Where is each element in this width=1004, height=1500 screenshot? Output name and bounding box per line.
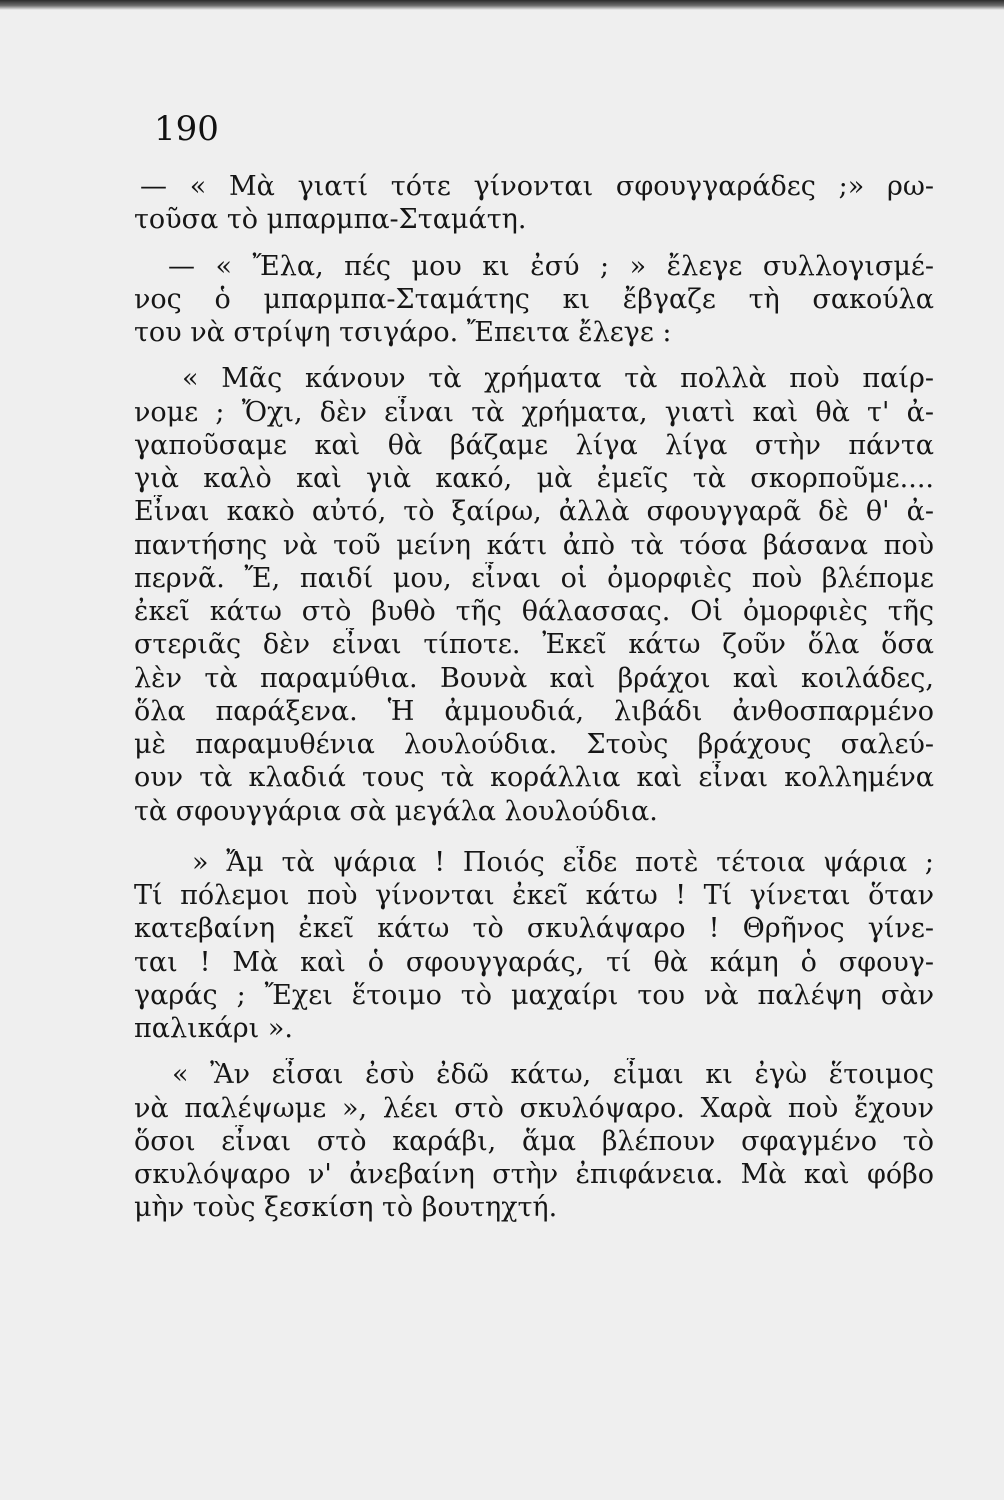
text-line: τὰ σφουγγάρια σὰ μεγάλα λουλούδια.: [134, 795, 658, 827]
text-line: του νὰ στρίψη τσιγάρο. Ἔπειτα ἔλεγε :: [134, 317, 672, 348]
text-line: παντήσης νὰ τοῦ μείνη κάτι ἀπὸ τὰ τόσα βάσανα ποὺ: [134, 529, 934, 561]
text-line: νομε ; Ὄχι, δὲν εἶναι τὰ χρήματα, γιατὶ καὶ θὰ τ' ἀ-: [134, 396, 934, 428]
text-line: Εἶναι κακὸ αὐτό, τὸ ξαίρω, ἀλλὰ σφουγγαρᾶ δὲ θ' ἀ-: [134, 496, 934, 528]
text-line: κατεβαίνη ἐκεῖ κάτω τὸ σκυλάψαρο ! Θρῆνος γίνε-: [134, 913, 934, 945]
text-line: » Ἄμ τὰ ψάρια ! Ποιός εἶδε ποτὲ τέτοια ψάρια ;: [192, 846, 934, 878]
text-line: — « Ἔλα, πές μου κι ἐσύ ; » ἔλεγε συλλογισμέ-: [168, 250, 934, 282]
text-line: « Μᾶς κάνουν τὰ χρήματα τὰ πολλὰ ποὺ παίρ-: [182, 363, 934, 395]
text-line: τοῦσα τὸ μπαρμπα-Σταμάτη.: [134, 204, 527, 236]
text-line: σκυλόψαρο ν' ἀνεβαίνη στὴν ἐπιφάνεια. Μὰ καὶ φόβο: [134, 1159, 934, 1190]
page-number: 190: [154, 109, 219, 149]
text-line: ἐκεῖ κάτω στὸ βυθὸ τῆς θάλασσας. Οἱ ὀμορφιὲς τῆς: [134, 596, 934, 627]
text-line: νος ὁ μπαρμπα-Σταμάτης κι ἔβγαζε τὴ σακούλα: [134, 283, 934, 315]
text-line: μὲ παραμυθένια λουλούδια. Στοὺς βράχους σαλεύ-: [134, 729, 934, 760]
paragraph-spacing: [134, 1045, 934, 1058]
page-text: [134, 170, 934, 1225]
text-line: « Ἂν εἶσαι ἐσὺ ἐδῶ κάτω, εἶμαι κι ἐγὼ ἕτοιμος: [172, 1059, 934, 1091]
text-line: — « Μὰ γιατί τότε γίνονται σφουγγαράδες ;» ρω-: [140, 171, 934, 202]
text-line: ὅσοι εἶναι στὸ καράβι, ἅμα βλέπουν σφαγμένο τὸ: [134, 1125, 934, 1157]
text-line: ουν τὰ κλαδιά τους τὰ κοράλλια καὶ εἶναι κολλημένα: [134, 762, 934, 794]
text-line: γαποῦσαμε καὶ θὰ βάζαμε λίγα λίγα στὴν πάντα: [134, 429, 934, 461]
text-line: γιὰ καλὸ καὶ γιὰ κακό, μὰ ἐμεῖς τὰ σκορποῦμε....: [134, 463, 934, 494]
text-line: ται ! Μὰ καὶ ὁ σφουγγαράς, τί θὰ κάμη ὁ σφουγ-: [134, 946, 934, 978]
text-line: ὅλα παράξενα. Ἡ ἀμμουδιά, λιβάδι ἀνθοσπαρμένο: [134, 695, 934, 727]
text-line: μὴν τοὺς ξεσκίση τὸ βουτηχτή.: [134, 1192, 558, 1224]
text-line: Τί πόλεμοι ποὺ γίνονται ἐκεῖ κάτω ! Τί γίνεται ὅταν: [134, 880, 934, 911]
paragraph-spacing: [134, 237, 934, 250]
paragraph-spacing: [134, 828, 934, 846]
text-line: λὲν τὰ παραμύθια. Βουνὰ καὶ βράχοι καὶ κοιλάδες,: [134, 662, 934, 694]
text-line: περνᾶ. Ἔ, παιδί μου, εἶναι οἱ ὀμορφιὲς ποὺ βλέπομε: [134, 562, 934, 594]
scan-top-edge: [0, 0, 1004, 10]
text-line: γαράς ; Ἔχει ἕτοιμο τὸ μαχαίρι του νὰ παλέψη σὰν: [134, 979, 934, 1011]
text-line: στεριᾶς δὲν εἶναι τίποτε. Ἐκεῖ κάτω ζοῦν ὅλα ὅσα: [134, 629, 934, 661]
paragraph-spacing: [134, 349, 934, 362]
text-line: νὰ παλέψωμε », λέει στὸ σκυλόψαρο. Χαρὰ ποὺ ἔχουν: [134, 1092, 934, 1124]
text-line: παλικάρι ».: [134, 1013, 293, 1044]
